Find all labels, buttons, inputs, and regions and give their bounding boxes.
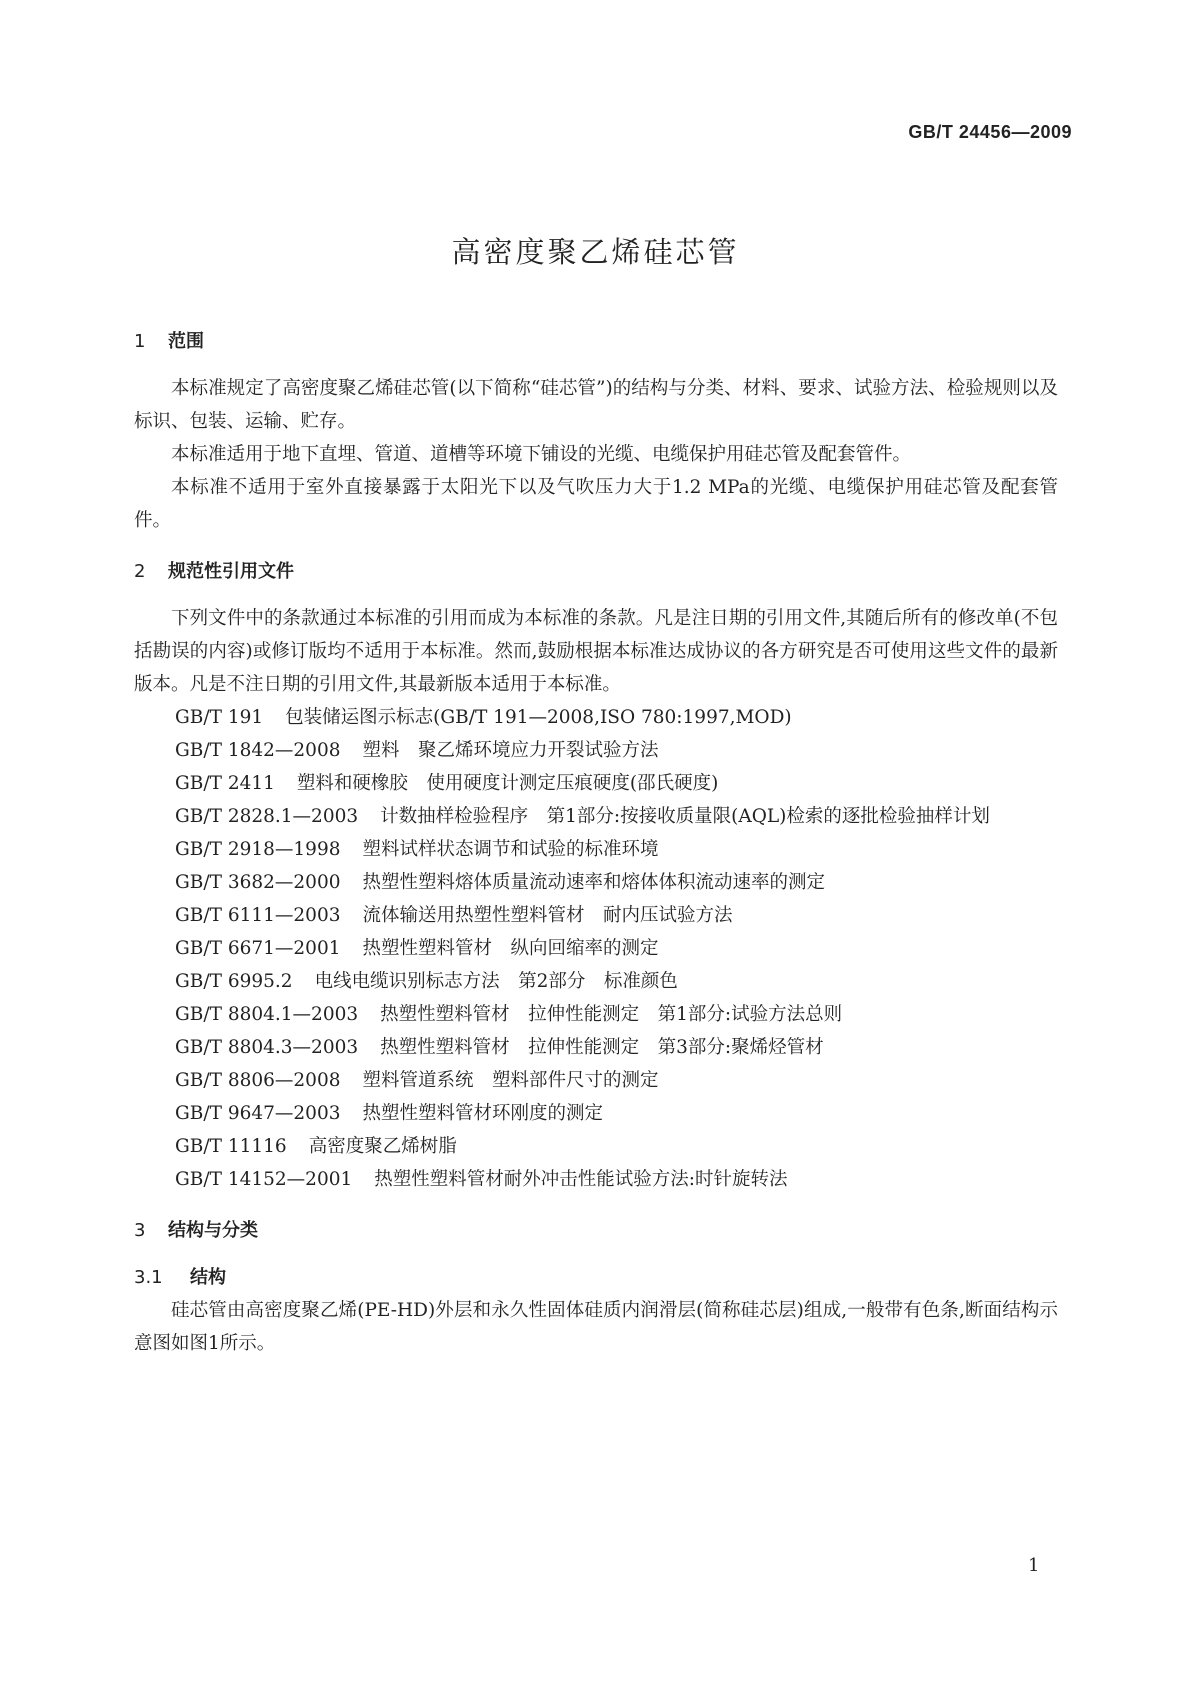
reference-item [134,932,1058,965]
reference-title: 热塑性塑料管材 拉伸性能测定 第3部分:聚烯烃管材 [380,1037,824,1058]
scope-paragraph-3: 本标准不适用于室外直接暴露于太阳光下以及气吹压力大于1.2 MPa的光缆、电缆保护用硅芯管及配套管件。 [134,477,1058,531]
reference-title: 热塑性塑料管材环刚度的测定 [362,1103,604,1124]
section-2-title: 规范性引用文件 [168,561,294,582]
standard-code: GB/T 24456—2009 [908,122,1072,142]
reference-title: 计数抽样检验程序 第1部分:按接收质量限(AQL)检索的逐批检验抽样计划 [380,806,990,827]
reference-title: 热塑性塑料管材 纵向回缩率的测定 [362,938,659,959]
section-1-heading [134,325,1058,358]
reference-code: GB/T 14152—2001 [175,1169,353,1190]
section-1-title: 范围 [168,331,204,352]
reference-item [134,998,1058,1031]
scope-paragraph-1: 本标准规定了高密度聚乙烯硅芯管(以下简称“硅芯管”)的结构与分类、材料、要求、试验方法、检验规则以及标识、包装、运输、贮存。 [134,378,1058,432]
reference-code: GB/T 3682—2000 [175,872,341,893]
reference-item [134,833,1058,866]
reference-title: 塑料管道系统 塑料部件尺寸的测定 [362,1070,659,1091]
references-intro: 下列文件中的条款通过本标准的引用而成为本标准的条款。凡是注日期的引用文件,其随后所有的修改单(不包括勘误的内容)或修订版均不适用于本标准。然而,鼓励根据本标准达成协议的各方研究是否可使用这些文件的最新版本。凡是不注日期的引用文件,其最新版本适用于本标准。 [134,608,1058,695]
reference-title: 电线电缆识别标志方法 第2部分 标准颜色 [314,971,678,992]
reference-list [134,701,1058,1196]
reference-item [134,1163,1058,1196]
reference-item [134,767,1058,800]
reference-item [134,1064,1058,1097]
reference-title: 高密度聚乙烯树脂 [308,1136,457,1157]
section-3-1-heading [134,1261,1058,1294]
reference-title: 塑料和硬橡胶 使用硬度计测定压痕硬度(邵氏硬度) [296,773,719,794]
reference-code: GB/T 8804.1—2003 [175,1004,359,1025]
reference-code: GB/T 2411 [175,773,275,794]
reference-code: GB/T 8806—2008 [175,1070,341,1091]
reference-item [134,1097,1058,1130]
document-title: 高密度聚乙烯硅芯管 [451,235,740,269]
reference-title: 热塑性塑料熔体质量流动速率和熔体体积流动速率的测定 [362,872,826,893]
reference-item [134,800,1058,833]
reference-title: 热塑性塑料管材 拉伸性能测定 第1部分:试验方法总则 [380,1004,843,1025]
document-body [134,325,1058,1360]
reference-item [134,866,1058,899]
section-3-number: 3 [134,1220,146,1241]
reference-item [134,1031,1058,1064]
reference-item [134,734,1058,767]
reference-code: GB/T 6671—2001 [175,938,341,959]
section-2-number: 2 [134,561,146,582]
reference-code: GB/T 2918—1998 [175,839,341,860]
reference-code: GB/T 11116 [175,1136,287,1157]
reference-item [134,899,1058,932]
reference-item [134,965,1058,998]
reference-title: 塑料试样状态调节和试验的标准环境 [362,839,659,860]
structure-paragraph: 硅芯管由高密度聚乙烯(PE-HD)外层和永久性固体硅质内润滑层(简称硅芯层)组成,一般带有色条,断面结构示意图如图1所示。 [134,1300,1058,1354]
reference-code: GB/T 8804.3—2003 [175,1037,359,1058]
scope-paragraph-2: 本标准适用于地下直埋、管道、道槽等环境下铺设的光缆、电缆保护用硅芯管及配套管件。 [171,444,912,465]
reference-title: 包装储运图示标志(GB/T 191—2008,ISO 780:1997,MOD) [285,707,792,728]
reference-item [134,1130,1058,1163]
reference-code: GB/T 191 [175,707,264,728]
reference-title: 热塑性塑料管材耐外冲击性能试验方法:时针旋转法 [374,1169,788,1190]
reference-title: 塑料 聚乙烯环境应力开裂试验方法 [362,740,659,761]
page-number: 1 [1028,1555,1040,1576]
section-3-1-title: 结构 [190,1267,226,1288]
reference-code: GB/T 9647—2003 [175,1103,341,1124]
reference-title: 流体输送用热塑性塑料管材 耐内压试验方法 [362,905,733,926]
section-3-1-number: 3.1 [134,1267,163,1288]
section-3-title: 结构与分类 [168,1220,258,1241]
section-3-heading [134,1214,1058,1247]
reference-code: GB/T 2828.1—2003 [175,806,359,827]
section-1-number: 1 [134,331,146,352]
section-2-heading [134,555,1058,588]
reference-code: GB/T 1842—2008 [175,740,341,761]
reference-code: GB/T 6995.2 [175,971,293,992]
reference-code: GB/T 6111—2003 [175,905,341,926]
reference-item [134,701,1058,734]
